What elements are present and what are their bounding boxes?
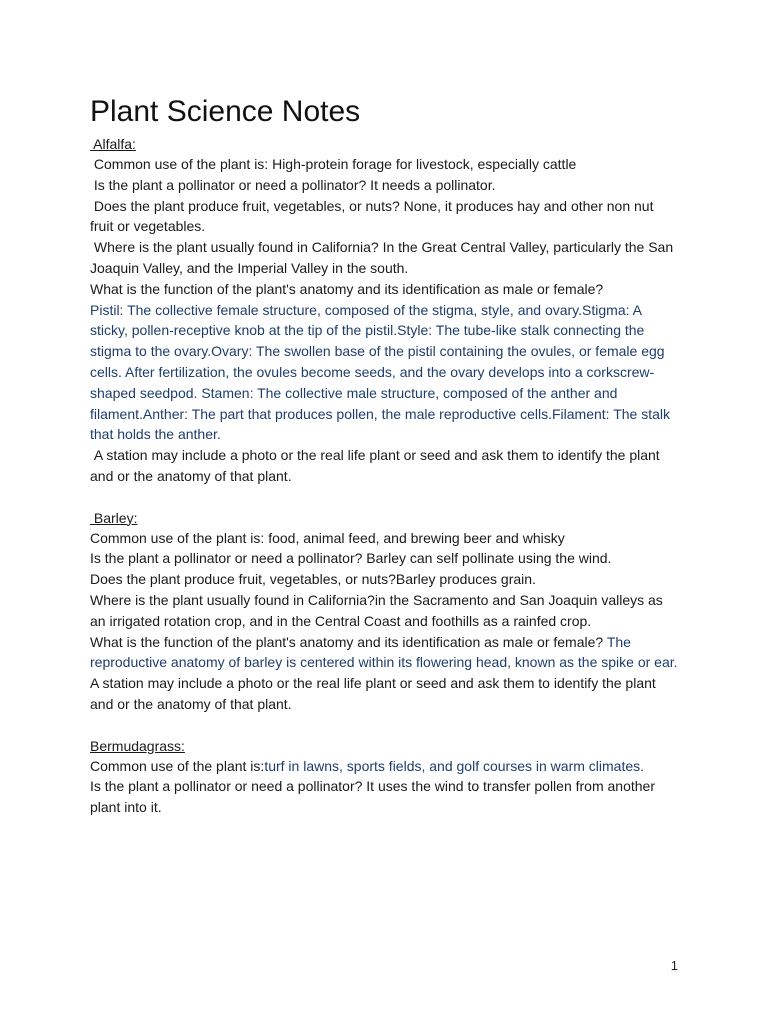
common-use-answer: turf in lawns, sports fields, and golf courses in warm climates. [264,757,645,774]
pollinator-line: Is the plant a pollinator or need a pollinator? It uses the wind to transfer pollen from another plant into it. [90,778,659,816]
common-use-prefix: Common use of the plant is: [90,757,265,774]
anatomy-answer: Pistil: The collective female structure, composed of the stigma, style, and ovary.Stigma: A sticky, pollen-receptive knob at the tip of the pistil.Style: The tube-like stalk connecting the stigma to the ovary.Ovary: The swollen base of the pistil containing the ovules, or female egg cells. After fertilization, the ovules become seeds, and the ovary develops into a corkscrew-shaped seedpod. Stamen: The collective male structure, composed of the anther and filament.Anther: The part that produces pollen, the male reproductive cells.Filament: The stalk that holds the anther. [90,301,674,443]
location-line: Where is the plant usually found in California? In the Great Central Valley, particularly the San Joaquin Valley, and the Imperial Valley in the south. [90,239,678,276]
location-line: Where is the plant usually found in California?in the Sacramento and San Joaquin valleys as an irrigated rotation crop, and in the Central Coast and foothills as a rainfed crop. [90,591,667,629]
section-spacer [90,487,680,508]
page-number: 1 [670,958,678,973]
produce-line: Does the plant produce fruit, vegetables, or nuts? None, it produces hay and other non nut fruit or vegetables. [90,197,658,235]
anatomy-question: What is the function of the plant's anatomy and its identification as male or female? [90,280,604,297]
produce-line: Does the plant produce fruit, vegetables, or nuts?Barley produces grain. [90,571,536,588]
section-spacer [90,715,680,736]
station-line: A station may include a photo or the real life plant or seed and ask them to identify the plant and or the anatomy of that plant. [90,447,664,484]
common-use-line: Common use of the plant is: High-protein forage for livestock, especially cattle [90,156,577,172]
section-alfalfa [90,134,680,487]
pollinator-line: Is the plant a pollinator or need a pollinator? It needs a pollinator. [90,176,496,193]
section-heading: Barley: [90,509,138,526]
anatomy-block [90,632,680,674]
station-line: A station may include a photo or the real life plant or seed and ask them to identify the plant and or the anatomy of that plant. [90,675,660,712]
page-title: Plant Science Notes [90,95,361,128]
section-heading: Alfalfa: [90,136,136,152]
pollinator-line: Is the plant a pollinator or need a pollinator? Barley can self pollinate using the wind. [90,550,612,567]
section-bermudagrass [90,736,680,818]
anatomy-answer: The reproductive anatomy of barley is centered within its flowering head, known as the spike or ear. [90,633,678,671]
common-use-line: Common use of the plant is: food, animal feed, and brewing beer and whisky [90,529,565,546]
section-heading: Bermudagrass: [90,737,185,754]
common-use-line [90,756,680,777]
section-barley [90,508,680,715]
anatomy-question: What is the function of the plant's anatomy and its identification as male or female? [90,633,607,650]
document-page [90,92,680,818]
